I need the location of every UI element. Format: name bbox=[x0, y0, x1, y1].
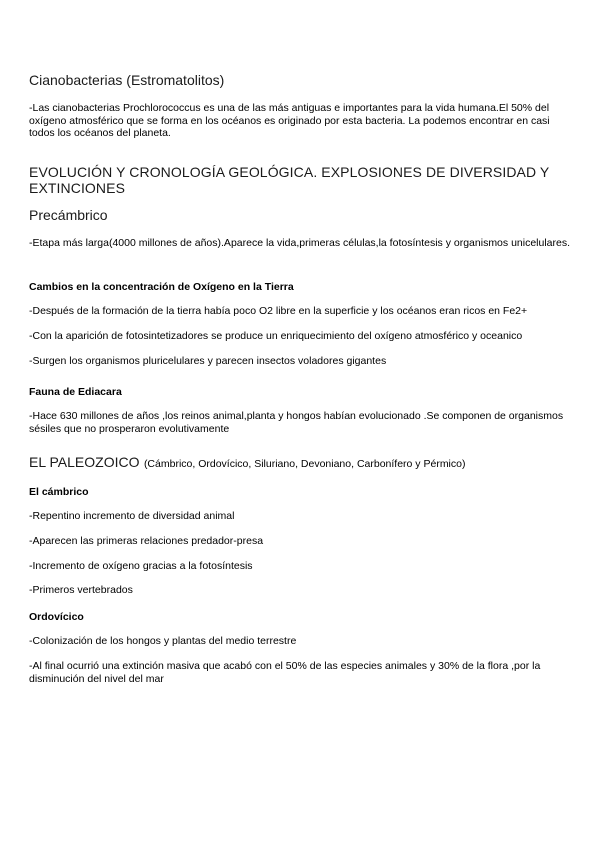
ediacara-paragraph: -Hace 630 millones de años ,los reinos animal,planta y hongos habían evolucionado .Se componen de organismos sésiles que no prosperaron evolutivamente bbox=[29, 410, 564, 435]
precambrico-paragraph: -Etapa más larga(4000 millones de años).Aparece la vida,primeras células,la fotosíntesis y organismos unicelulares. bbox=[29, 237, 571, 249]
ordovicico-paragraph-2: -Al final ocurrió una extinción masiva que acabó con el 50% de las especies animales y 30% de la flora ,por la disminución del nivel del mar bbox=[29, 660, 541, 685]
evolucion-heading: EVOLUCIÓN Y CRONOLOGÍA GEOLÓGICA. EXPLOSIONES DE DIVERSIDAD Y EXTINCIONES bbox=[29, 164, 550, 196]
cambrico-paragraph-1: -Repentino incremento de diversidad animal bbox=[29, 510, 235, 522]
paleozoico-heading-line bbox=[29, 454, 574, 472]
ordovicico-heading: Ordovícico bbox=[29, 611, 84, 623]
cianobacterias-heading: Cianobacterias (Estromatolitos) bbox=[29, 72, 225, 88]
cianobacterias-paragraph: -Las cianobacterias Prochlorococcus es una de las más antiguas e importantes para la vida humana.El 50% del oxígeno atmosférico que se forma en los océanos es originado por esta bacteria. La podemos encontrar en casi todos los océanos del planeta. bbox=[29, 102, 550, 139]
cambrico-paragraph-3: -Incremento de oxígeno gracias a la fotosíntesis bbox=[29, 560, 253, 572]
oxigeno-paragraph-3: -Surgen los organismos pluricelulares y parecen insectos voladores gigantes bbox=[29, 355, 387, 367]
precambrico-heading: Precámbrico bbox=[29, 207, 108, 223]
oxigeno-paragraph-1: -Después de la formación de la tierra había poco O2 libre en la superficie y los océanos eran ricos en Fe2+ bbox=[29, 305, 528, 317]
paleozoico-periods: (Cámbrico, Ordovícico, Siluriano, Devoniano, Carbonífero y Pérmico) bbox=[143, 458, 466, 470]
cambrico-paragraph-4: -Primeros vertebrados bbox=[29, 584, 133, 596]
ediacara-heading: Fauna de Ediacara bbox=[29, 386, 122, 398]
cambrico-heading: El cámbrico bbox=[29, 486, 89, 498]
paleozoico-heading: EL PALEOZOICO bbox=[29, 454, 140, 470]
oxigeno-heading: Cambios en la concentración de Oxígeno en la Tierra bbox=[29, 281, 294, 293]
oxigeno-paragraph-2: -Con la aparición de fotosintetizadores se produce un enriquecimiento del oxígeno atmosférico y oceanico bbox=[29, 330, 523, 342]
ordovicico-paragraph-1: -Colonización de los hongos y plantas del medio terrestre bbox=[29, 635, 297, 647]
cambrico-paragraph-2: -Aparecen las primeras relaciones predador-presa bbox=[29, 535, 264, 547]
